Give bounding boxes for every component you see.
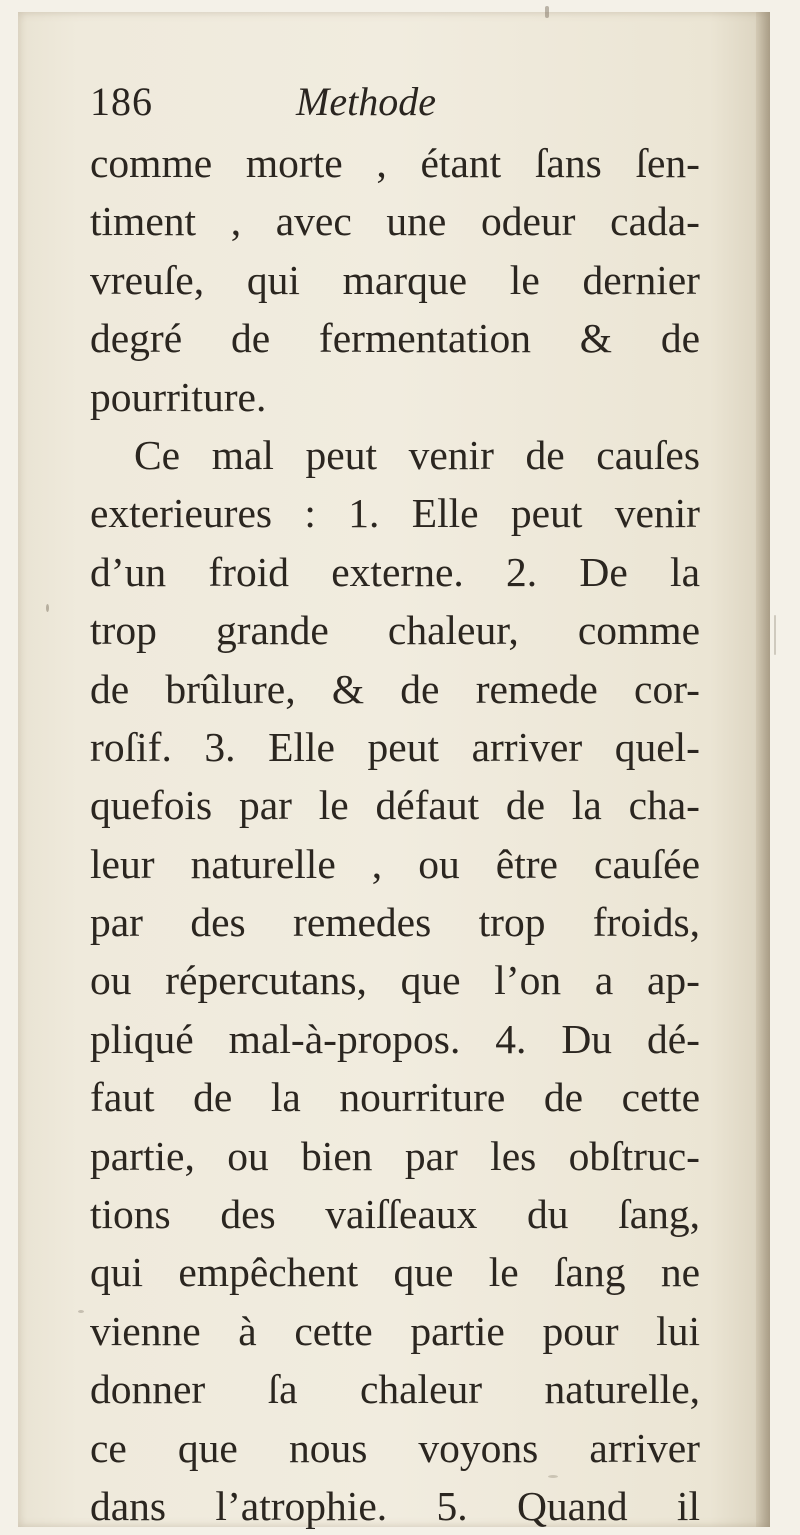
text-line: faut de la nourriture de cette: [90, 1074, 700, 1121]
text-line: partie, ou bien par les obſtruc-: [90, 1132, 700, 1179]
text-line: ce que nous voyons arriver: [90, 1424, 700, 1471]
text-line: ou répercutans, que l’on a ap-: [90, 957, 700, 1004]
text-line: par des remedes trop froids,: [90, 899, 700, 946]
text-line: pliqué mal-à-propos. 4. Du dé-: [90, 1015, 700, 1062]
page-header: [90, 78, 700, 128]
body-text: [90, 134, 700, 1535]
text-line: Ce mal peut venir de cauſes: [134, 431, 700, 478]
text-line: comme morte , étant ſans ſen-: [90, 140, 700, 186]
text-line: roſif. 3. Elle peut arriver quel-: [90, 723, 700, 770]
paper-speck: [46, 604, 49, 612]
paper-speck: [78, 1310, 84, 1313]
text-line: qui empêchent que le ſang ne: [90, 1249, 700, 1296]
text-line: dans l’atrophie. 5. Quand il: [90, 1482, 700, 1529]
text-line: degré de fermentation & de: [90, 315, 700, 362]
paper-speck: [545, 6, 549, 18]
text-line: quefois par le défaut de la cha-: [90, 782, 700, 829]
text-line: trop grande chaleur, comme: [90, 607, 700, 654]
paper-speck: [774, 615, 776, 655]
text-line: de brûlure, & de remede cor-: [90, 665, 700, 712]
running-head: Methode: [296, 79, 436, 124]
text-line: leur naturelle , ou être cauſée: [90, 840, 700, 887]
text-line: d’un froid externe. 2. De la: [90, 548, 700, 595]
text-line: vienne à cette partie pour lui: [90, 1307, 700, 1354]
text-line: vreuſe, qui marque le dernier: [90, 256, 700, 303]
text-line: exterieures : 1. Elle peut venir: [90, 490, 700, 537]
text-line: timent , avec une odeur cada-: [90, 198, 700, 245]
text-line: tions des vaiſſeaux du ſang,: [90, 1191, 700, 1238]
paper-speck: [548, 1475, 558, 1478]
page-number: 186: [90, 79, 153, 124]
text-line: donner ſa chaleur naturelle,: [90, 1366, 700, 1413]
text-line: pourriture.: [90, 373, 267, 420]
page-edge-shadow: [756, 12, 770, 1527]
